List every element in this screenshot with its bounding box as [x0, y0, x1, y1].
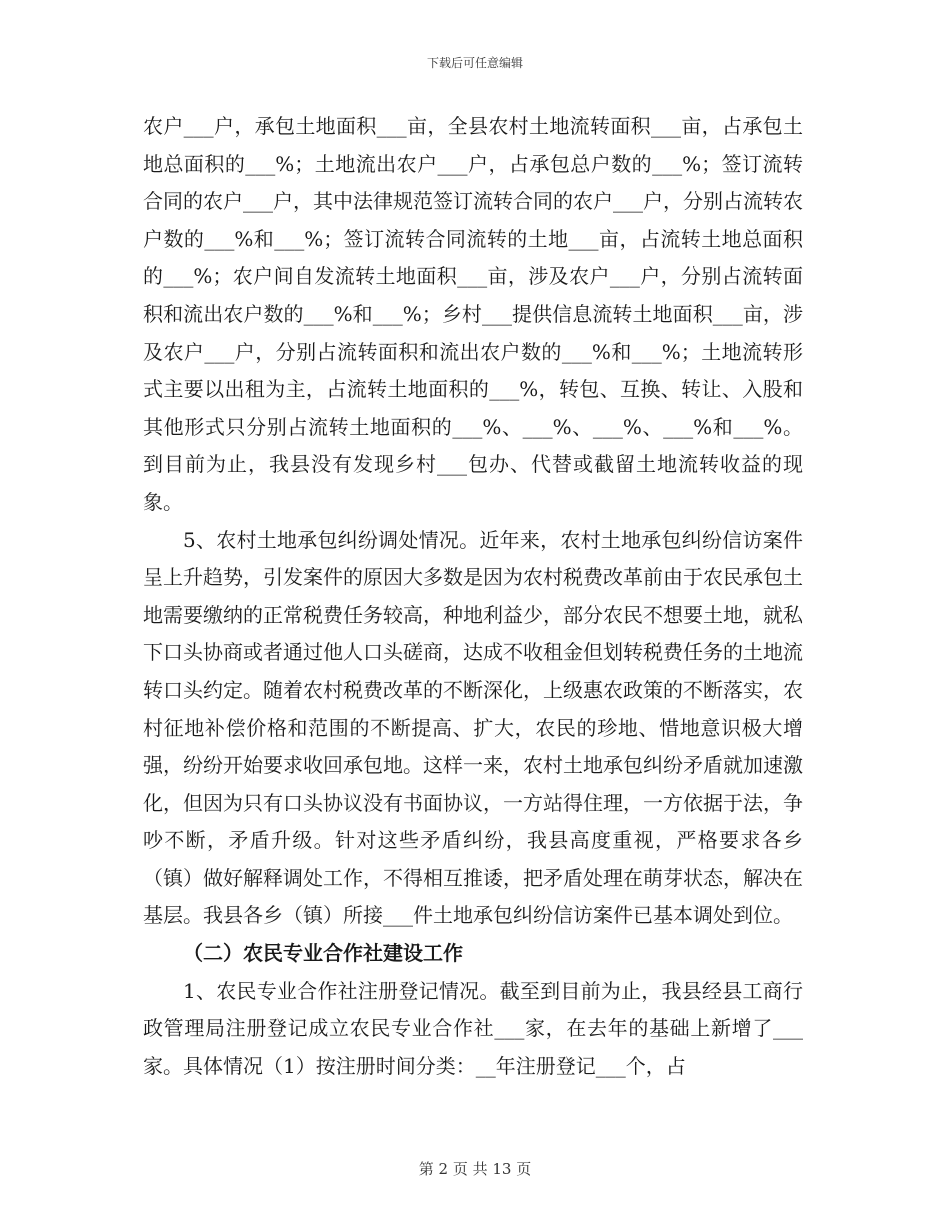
- page-header-note: 下载后可任意编辑: [426, 56, 523, 70]
- page-number-footer: 第 2 页 共 13 页: [418, 1160, 532, 1178]
- paragraph-land-disputes: 5、农村土地承包纠纷调处情况。近年来，农村土地承包纠纷信访案件呈上升趋势，引发案件的原因大多数是因为农村税费改革前由于农民承包土地需要缴纳的正常税费任务较高，种地利益少，部分农民不想要土地，就私下口头协商或者通过他人口头磋商，达成不收租金但划转税费任务的土地流转口头约定。随着农村税费改革的不断深化，上级惠农政策的不断落实，农村征地补偿价格和范围的不断提高、扩大，农民的珍地、惜地意识极大增强，纷纷开始要求收回承包地。这样一来，农村土地承包纠纷矛盾就加速激化，但因为只有口头协议没有书面协议，一方站得住理，一方依据于法，争吵不断，矛盾升级。针对这些矛盾纠纷，我县高度重视，严格要求各乡（镇）做好解释调处工作，不得相互推诿，把矛盾处理在萌芽状态，解决在基层。我县各乡（镇）所接___件土地承包纠纷信访案件已基本调处到位。: [143, 527, 803, 928]
- paragraph-land-transfer: 农户___户，承包土地面积___亩，全县农村土地流转面积___亩，占承包土地总面积的___%；土地流出农户___户，占承包总户数的___%；签订流转合同的农户___户，其中法律规范签订流转合同的农户___户，分别占流转农户数的___%和___%；签订流转合同流转的土地___亩，占流转土地总面积的___%；农户间自发流转土地面积___亩，涉及农户___户，分别占流转面积和流出农户数的___%和___%；乡村___提供信息流转土地面积___亩，涉及农户___户，分别占流转面积和流出农户数的___%和___%；土地流转形式主要以出租为主，占流转土地面积的___%，转包、互换、转让、入股和其他形式只分别占流转土地面积的___%、___%、___%、___%和___%。到目前为止，我县没有发现乡村___包办、代替或截留土地流转收益的现象。: [143, 114, 803, 514]
- section-heading-cooperatives: （二）农民专业合作社建设工作: [183, 941, 463, 966]
- document-body: [143, 108, 803, 1085]
- paragraph-cooperative-registration: 1、农民专业合作社注册登记情况。截至到目前为止，我县经县工商行政管理局注册登记成立农民专业合作社___家，在去年的基础上新增了___家。具体情况（1）按注册时间分类：__年注册登记___个，占: [143, 978, 803, 1078]
